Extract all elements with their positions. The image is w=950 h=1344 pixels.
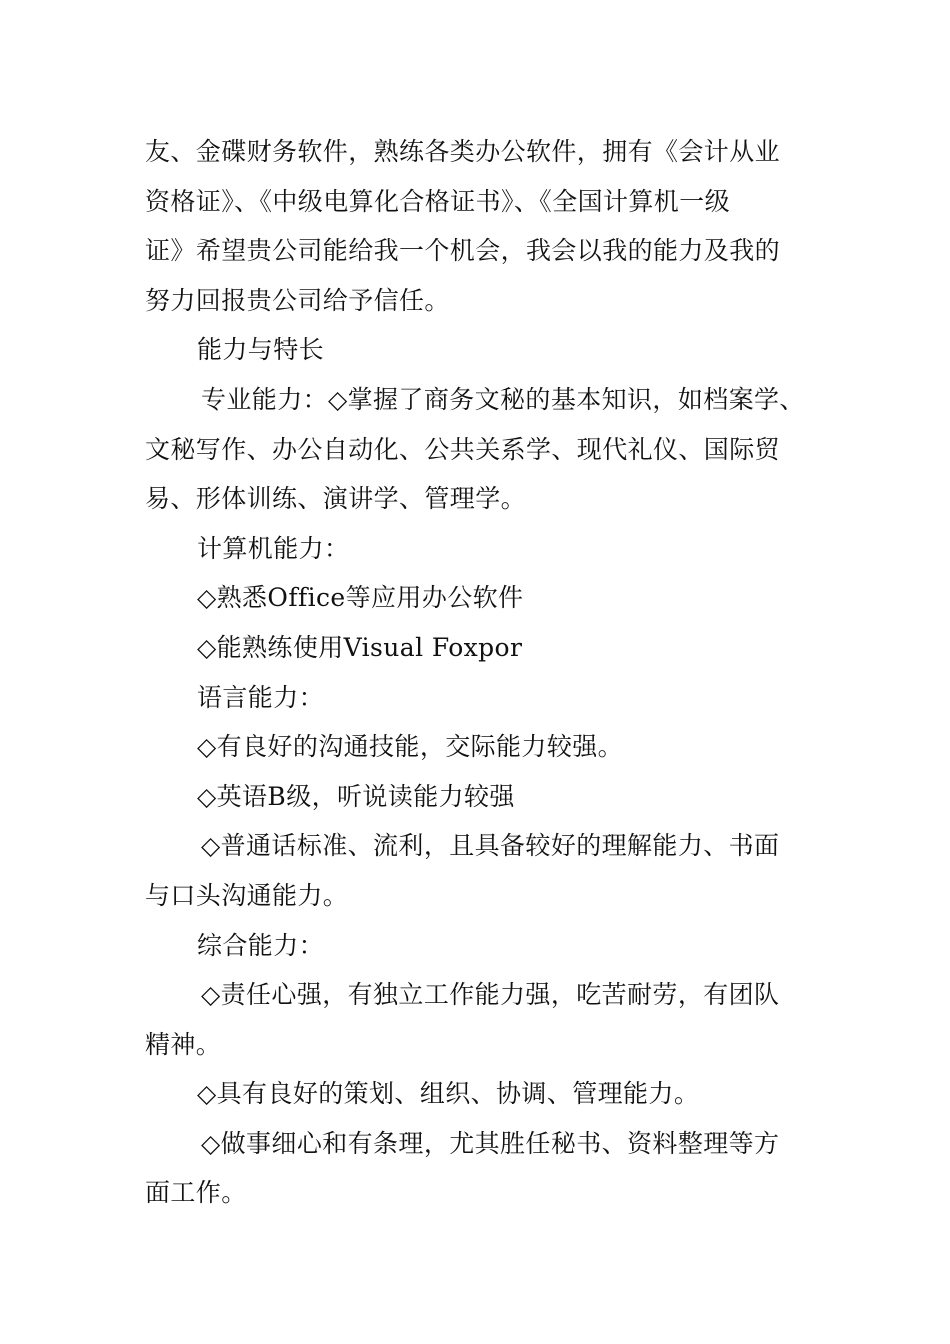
paragraph-line: 精神。: [145, 1029, 222, 1059]
paragraph-line: 资格证》、《中级电算化合格证书》、《全国计算机一级: [145, 186, 731, 216]
list-item: ◇有良好的沟通技能，交际能力较强。: [197, 732, 624, 762]
paragraph-line: 易、形体训练、演讲学、管理学。: [145, 484, 527, 514]
list-item: ◇具有良好的策划、组织、协调、管理能力。: [197, 1079, 700, 1109]
subsection-heading: 语言能力：: [197, 682, 325, 712]
subsection-heading: 综合能力：: [197, 930, 325, 960]
section-heading: 能力与特长: [197, 335, 325, 365]
list-item: ◇熟悉Office等应用办公软件: [197, 583, 524, 613]
paragraph-line: 证》希望贵公司能给我一个机会，我会以我的能力及我的: [145, 236, 781, 266]
paragraph-line: 文秘写作、办公自动化、公共关系学、现代礼仪、国际贸: [145, 434, 781, 464]
list-item: ◇能熟练使用Visual Foxpor: [197, 632, 523, 662]
document-body: [145, 127, 815, 1218]
paragraph-line: 努力回报贵公司给予信任。: [145, 285, 450, 315]
list-item: ◇做事细心和有条理，尤其胜任秘书、资料整理等方: [201, 1128, 780, 1158]
list-item: ◇责任心强，有独立工作能力强，吃苦耐劳，有团队: [201, 980, 780, 1010]
paragraph-line: 面工作。: [145, 1178, 247, 1208]
list-item: ◇英语B级，听说读能力较强: [197, 781, 515, 811]
subsection-heading: 计算机能力：: [197, 533, 350, 563]
paragraph-line: 友、金碟财务软件，熟练各类办公软件，拥有《会计从业: [145, 137, 781, 166]
list-item: ◇普通话标准、流利，且具备较好的理解能力、书面: [201, 831, 780, 861]
paragraph-line: 与口头沟通能力。: [145, 880, 349, 910]
paragraph-line: 专业能力：◇掌握了商务文秘的基本知识，如档案学、: [201, 384, 805, 414]
